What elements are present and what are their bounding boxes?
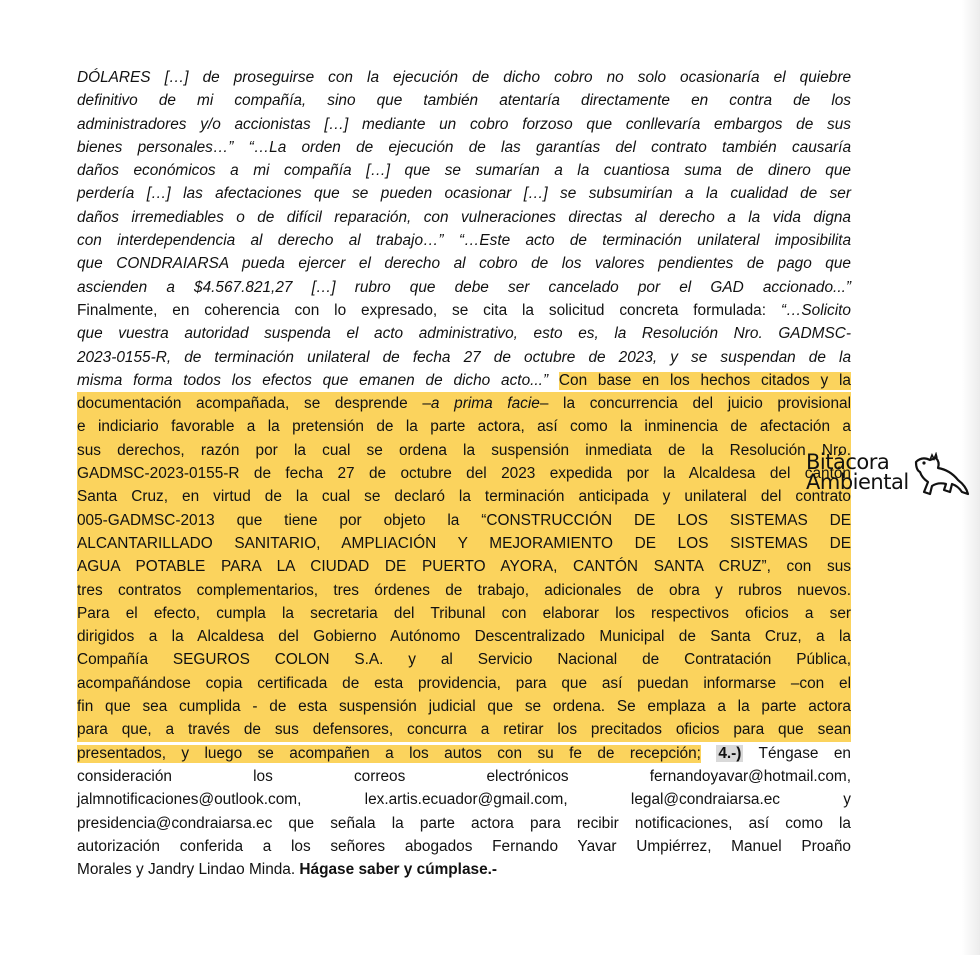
text-line	[77, 788, 851, 811]
text-run: Santa Cruz, en virtud de la cual se declaró la terminación anticipada y unilateral del contrato	[77, 488, 851, 506]
text-line	[77, 695, 851, 718]
text-run: ALCANTARILLADO SANITARIO, AMPLIACIÓN Y MEJORAMIENTO DE LOS SISTEMAS DE	[77, 534, 851, 552]
text-line	[77, 206, 851, 229]
text-run: 4.-)	[718, 744, 742, 762]
text-run: acompañándose copia certificada de esta providencia, para que así puedan informarse –con el	[77, 674, 851, 692]
text-line	[77, 392, 851, 415]
text-run: bienes personales…” “…La orden de ejecución de las garantías del contrato también causaría	[77, 138, 851, 156]
text-line	[77, 765, 851, 788]
text-line	[77, 322, 851, 345]
text-line	[77, 252, 851, 275]
text-line	[77, 66, 851, 89]
text-run: 005-GADMSC-2013 que tiene por objeto la “CONSTRUCCIÓN DE LOS SISTEMAS DE	[77, 511, 851, 529]
text-run: documentación acompañada, se desprende –	[77, 395, 431, 413]
text-run: sus derechos, razón por la cual se ordena la suspensión inmediata de la Resolución Nro.	[77, 441, 851, 459]
text-run: 2023-0155-R, de terminación unilateral de fecha 27 de octubre de 2023, y se suspendan de la	[77, 348, 851, 366]
text-run: Para el efecto, cumpla la secretaria del Tribunal con elaborar los respectivos oficios a ser	[77, 604, 851, 622]
text-run: e indiciario favorable a la pretensión de la parte actora, así como la inminencia de afectación a	[77, 418, 851, 436]
text-line	[77, 812, 851, 835]
text-run: DÓLARES […] de proseguirse con la ejecución de dicho cobro no solo ocasionaría el quiebre	[77, 69, 851, 86]
text-line	[77, 276, 851, 299]
text-line	[77, 229, 851, 252]
text-run: para que, a través de sus defensores, concurra a retirar los precitados oficios para que sean	[77, 721, 851, 739]
text-run: tres contratos complementarios, tres órdenes de trabajo, adicionales de obra y rubros nuevos.	[77, 581, 851, 599]
text-run: fin que sea cumplida - de esta suspensión judicial que se ordena. Se emplaza a la parte actora	[77, 698, 851, 716]
text-line	[77, 415, 851, 438]
text-run: AGUA POTABLE PARA LA CIUDAD DE PUERTO AYORA, CANTÓN SANTA CRUZ”, con sus	[77, 558, 851, 576]
text-line	[77, 369, 851, 392]
text-line	[77, 159, 851, 182]
text-line	[77, 485, 851, 508]
text-line	[77, 672, 851, 695]
text-run: Con base en los hechos citados y la	[558, 371, 851, 389]
text-line	[77, 89, 851, 112]
text-run: Compañía SEGUROS COLON S.A. y al Servicio Nacional de Contratación Pública,	[77, 651, 851, 669]
text-run: GADMSC-2023-0155-R de fecha 27 de octubre del 2023 expedida por la Alcaldesa del cantón	[77, 465, 851, 483]
watermark-line1: Bitácora	[806, 450, 890, 474]
text-run: a prima facie	[430, 395, 540, 413]
text-run: Morales y Jandry Lindao Minda.	[77, 861, 300, 879]
text-line	[77, 113, 851, 136]
text-run: consideración los correos electrónicos fernandoyavar@hotmail.com,	[77, 767, 851, 785]
watermark-text	[806, 452, 909, 492]
text-line	[77, 858, 851, 881]
text-run: presidencia@condraiarsa.ec que señala la parte actora para recibir notificaciones, así como la	[77, 814, 851, 832]
text-run: definitivo de mi compañía, sino que también atentaría directamente en contra de los	[77, 92, 851, 110]
text-run	[701, 745, 716, 762]
text-line	[77, 555, 851, 578]
text-run: jalmnotificaciones@outlook.com, lex.artis.ecuador@gmail.com, legal@condraiarsa.ec y	[77, 791, 851, 809]
watermark-line2: Ambiental	[806, 470, 909, 494]
text-line	[77, 346, 851, 369]
text-run: daños irremediables o de difícil reparación, con vulneraciones directas al derecho a la vida digna	[77, 208, 851, 226]
text-run: presentados, y luego se acompañen a los autos con su fe de recepción;	[77, 744, 701, 762]
text-run: Hágase saber y cúmplase.-	[299, 861, 498, 879]
text-line	[77, 439, 851, 462]
watermark-logo	[806, 452, 976, 512]
document-body	[77, 66, 851, 881]
text-line	[77, 462, 851, 485]
text-line	[77, 136, 851, 159]
text-line	[77, 299, 851, 322]
text-run: daños económicos a mi compañía […] que se sumarían a la cuantiosa suma de dinero que	[77, 162, 851, 180]
text-run: administradores y/o accionistas […] mediante un cobro forzoso que conllevaría embargos de sus	[77, 115, 851, 133]
text-line	[77, 579, 851, 602]
iguana-icon	[910, 452, 970, 502]
text-line	[77, 718, 851, 741]
text-run: – la concurrencia del juicio provisional	[539, 395, 852, 413]
text-line	[77, 182, 851, 205]
text-run: “…Solicito	[780, 301, 851, 319]
text-line	[77, 602, 851, 625]
text-line	[77, 532, 851, 555]
text-line	[77, 742, 851, 765]
text-run: Téngase en	[743, 744, 851, 762]
text-line	[77, 625, 851, 648]
text-line	[77, 835, 851, 858]
text-run: que vuestra autoridad suspenda el acto administrativo, esto es, la Resolución Nro. GADMSC-	[77, 325, 851, 343]
text-run: autorización conferida a los señores abogados Fernando Yavar Umpiérrez, Manuel Proaño	[77, 837, 851, 855]
text-run: ascienden a $4.567.821,27 […] rubro que debe ser cancelado por el GAD accionado...”	[77, 278, 851, 296]
text-run: que CONDRAIARSA pueda ejercer el derecho al cobro de los valores pendientes de pago que	[77, 255, 851, 273]
text-run: con interdependencia al derecho al trabajo…” “…Este acto de terminación unilateral imposibilita	[77, 232, 851, 250]
text-run: misma forma todos los efectos que emanen de dicho acto...”	[77, 371, 559, 389]
text-line	[77, 509, 851, 532]
text-run: dirigidos a la Alcaldesa del Gobierno Autónomo Descentralizado Municipal de Santa Cruz, a la	[77, 628, 851, 646]
text-line	[77, 648, 851, 671]
text-run: perdería […] las afectaciones que se pueden ocasionar […] se subsumirían a la cualidad de ser	[77, 185, 851, 203]
text-run: Finalmente, en coherencia con lo expresado, se cita la solicitud concreta formulada:	[77, 301, 781, 319]
